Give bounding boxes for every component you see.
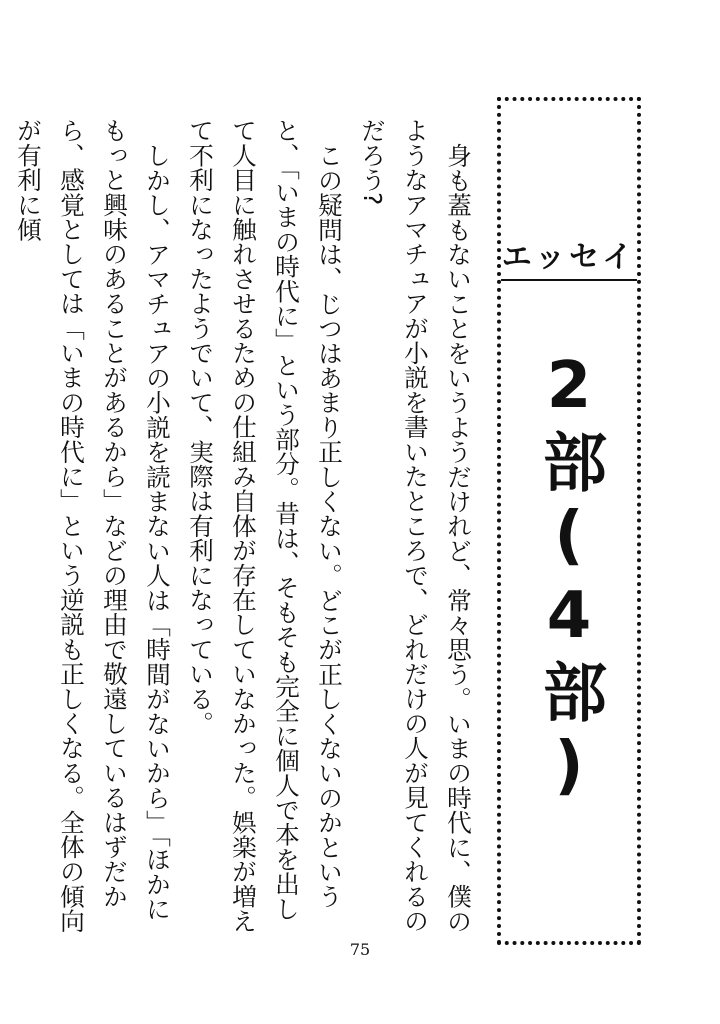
section-title: 2部(4部) [532,349,606,809]
essay-body [14,118,480,938]
paragraph: 身も蓋もないことをいうようだけれど、常々思う。いまの時代に、僕のようなアマチュアが小説を書いたところで、どれだけの人が見てくれるのだろう? [358,118,473,934]
paragraph: しかし、アマチュアの小説を読まない人は「時間がないから」「ほかにもっと興味のあることがあるから」などの理由で敬遠しているはずだから、感覚としては「いまの時代に」という逆説も正しくなる。全体の傾向が有利に傾 [14,118,172,934]
genre-underline [501,279,637,281]
paragraph: この疑問は、じつはあまり正しくない。どこが正しくないのかというと、「いまの時代に」という部分。昔は、そもそも完全に個人で本を出して人目に触れさせるための仕組み自体が存在していなかった。娯楽が増えて不利になったようでいて、実際は有利になっている。 [186,118,344,934]
genre-label: エッセイ [501,240,637,275]
title-frame [497,97,641,945]
page-number: 75 [349,940,371,959]
